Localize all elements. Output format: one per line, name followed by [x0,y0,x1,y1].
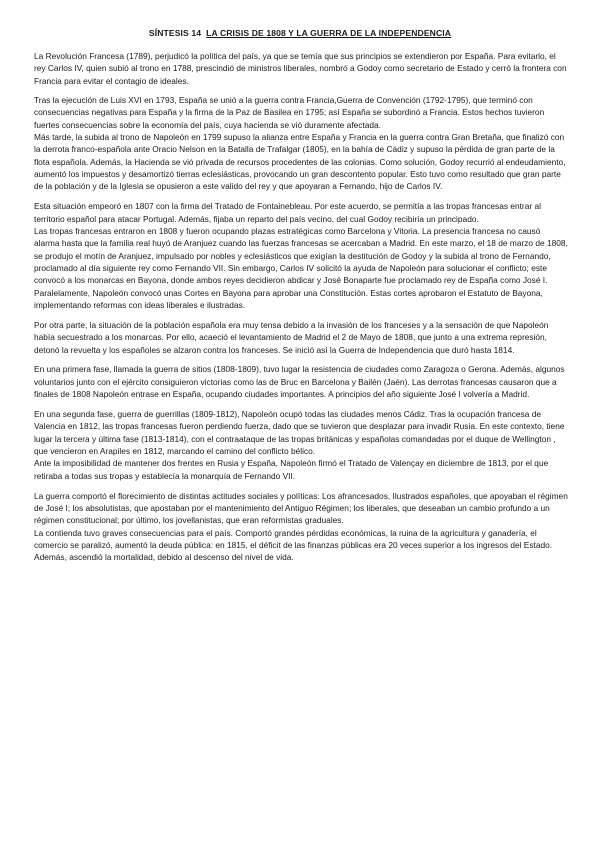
paragraph-3: Más tarde, la subida al trono de Napoleón en 1799 supuso la alianza entre España y Francia en la guerra contra Gran Bretaña, que finalizó con la derrota franco-española ante Oracio Nelson en la Batalla de Trafalgar (1805), en la bahía de Cádiz y supuso la pérdida de gran parte de la flota española. Además, la Hacienda se vió privada de recursos procedentes de las colonias. Como solución, Godoy recurrió al endeudamiento, aumentó los impuestos y desamortizó tierras eclesiásticas, provocando un gran descontento popular. Esto tuvo como resultado que gran parte de la población y de la Iglesia se opusieron a este valido del rey y que apoyaran a Fernando, hijo de Carlos IV. [34,132,566,192]
paragraph-4: Esta situación empeoró en 1807 con la firma del Tratado de Fontainebleau. Por este acuerdo, se permitía a las tropas francesas entrar al territorio español para atacar Portugal. Además, fijaba un reparto del país vecino, del cual Godoy recibiría un principado. [34,201,541,224]
paragraph-11: La contienda tuvo graves consecuencias para el país. Comportó grandes pérdidas económicas, la ruina de la agricultura y ganadería, el comercio se paralizó, aumentó la deuda pública: en 1815, el déficit de las finanzas públicas era 20 veces superior a los ingresos del Estado. Además, ascendió la mortalidad, debido al descenso del nivel de vida. [34,527,553,563]
paragraph-10: La guerra comportó el florecimiento de distintas actitudes sociales y políticas: Los afrancesados, Ilustrados españoles, que apoyaban el régimen de José I; los absolutistas, que apostaban por el mantenimiento del Antiguo Régimen; los liberales, que deseaban un cambio profundo a un régimen constitucional; por último, los jovellanistas, que eran reformistas graduales. [34,490,568,526]
paragraph-7: En una primera fase, llamada la guerra de sitios (1808-1809), tuvo lugar la resistencia de ciudades como Zaragoza o Gerona. Además, algunos voluntarios junto con el ejército consiguieron victorias como las de Bruc en Barcelona y Bailén (Jaén). Las derrotas francesas causaron que a finales de 1808 Napoleón entrase en España, ocupando ciudades importantes. A principios del año siguiente José I volvería a Madrid. [34,364,565,400]
title-prefix: SÍNTESIS 14 [148,28,202,38]
paragraph-6: Por otra parte, la situación de la población española era muy tensa debido a la invasión de los franceses y a la sensación de que Napoleón había secuestrado a los monarcas. Por ello, acaeció el levantamiento de Madrid el 2 de Mayo de 1808, que junto a una extrema represión, detonó la revuelta y los españoles se alzaron contra los franceses. Se inició así la Guerra de Independencia que duró hasta 1814. [34,319,549,355]
document-title [0,28,600,38]
paragraph-9: Ante la imposibilidad de mantener dos frentes en Rusia y España, Napoleón firmó el Tratado de Valençay en diciembre de 1813, por el que retiraba a todas sus tropas y establecía la monarquía de Fernando VII. [34,458,549,481]
paragraph-5: Las tropas francesas entraron en 1808 y fueron ocupando plazas estratégicas como Barcelona y Vitoria. La presencia francesa no causó alarma hasta que la familia real huyó de Aranjuez cuando las fuerzas francesas se acercaban a Madrid. En este marzo, el 18 de marzo de 1808, se produjo el motín de Aranjuez, impulsado por nobles y eclesiásticos que exigían la destitución de Godoy y la subida al trono de Fernando, proclamado al día siguiente rey como Fernando VII. Sin embargo, Carlos IV solicitó la ayuda de Napoleón para solucionar el conflicto; este convocó a los monarcas en Bayona, donde ambos reyes decidieron abdicar y José Bonaparte fue proclamado rey de España como José I. Paralelamente, Napoleón convocó unas Cortes en Bayona para aprobar una Constitución. Estas cortes aprobaron el Estatuto de Bayona, implementando reformas con ideas liberales e ilustradas. [34,225,568,311]
paragraph-2: Tras la ejecución de Luis XVI en 1793, España se unió a la guerra contra Francia,Guerra de Convención (1792-1795), que terminó con consecuencias negativas para España y la firma de la Paz de Basilea en 1795; así España se subordinó a Francia. Estos hechos tuvieron fuertes consecuencias sobre la economía del país, cuya hacienda se vió duramente afectada. [34,95,545,130]
document-body [34,50,568,571]
paragraph-8: En una segunda fase, guerra de guerrillas (1809-1812), Napoleón ocupó todas las ciudades menos Cádiz. Tras la ocupación francesa de Valencia en 1812, las tropas francesas fueron perdiendo fuerza, dado que se tuvieron que desplazar para invadir Rusia. En este contexto, tiene lugar la tercera y última fase (1813-1814), con el contraataque de las tropas británicas y españolas comandadas por el duque de Wellington , que vencieron en Arapiles en 1812, marcando el camino del conflicto bélico. [34,408,565,456]
title-main: LA CRISIS DE 1808 Y LA GUERRA DE LA INDEPENDENCIA [206,28,452,38]
paragraph-1: La Revolución Francesa (1789), perjudicó la política del país, ya que se temía que sus principios se extendieron por España. Para evitarlo, el rey Carlos IV, quien subió al trono en 1788, prescindió de ministros liberales, nombró a Godoy como secretario de Estado y cerró la frontera con Francia para evitar el contagio de ideales. [34,51,567,86]
